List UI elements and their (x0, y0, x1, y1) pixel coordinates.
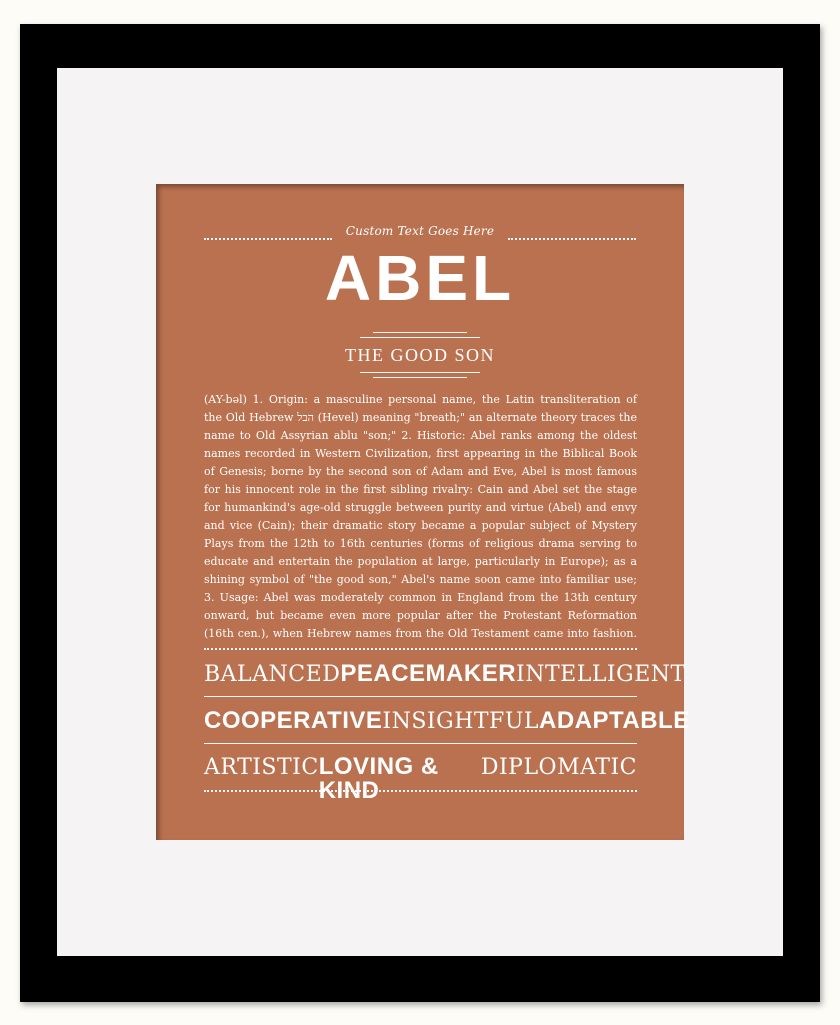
definition-line: name to Old Assyrian ablu "son;" 2. Historic: Abel ranks among the oldest (204, 429, 637, 442)
trait-word: LOVING & KIND (318, 753, 439, 804)
trait-word: COOPERATIVE (204, 707, 383, 734)
trait-word: ARTISTIC (204, 755, 319, 780)
meaning-underline-bottom (373, 377, 467, 378)
definition-line: (AY-bəl) 1. Origin: a masculine personal name, the Latin transliteration of (204, 393, 637, 406)
meaning-underline-top (360, 372, 480, 373)
definition-line: and vice (Cain); their dramatic story became a popular subject of Mystery (204, 519, 637, 532)
definition-line: shining symbol of "the good son," Abel's name soon came into familiar use; (204, 573, 637, 586)
traits-divider (204, 743, 637, 744)
definition-line: educate and entertain the population at large, particularly in Europe); as a (204, 555, 637, 568)
header-dotted-rule-left (204, 238, 332, 240)
trait-word: PEACEMAKER (340, 660, 517, 687)
name-underline-bottom (360, 337, 480, 338)
definition-line: (16th cen.), when Hebrew names from the Old Testament came into fashion. (204, 627, 637, 640)
trait-word: INSIGHTFUL (382, 709, 539, 734)
trait-word: ADAPTABLE (538, 707, 690, 734)
definition-line: names recorded in Western Civilization, first appearing in the Biblical Book (204, 447, 637, 460)
definition-line: 3. Usage: Abel was moderately common in England from the 13th century (204, 591, 637, 604)
header-dotted-rule-right (508, 238, 636, 240)
name-definition (204, 391, 637, 643)
definition-line: onward, but became even more popular after the Protestant Reformation (204, 609, 637, 622)
trait-word: INTELLIGENT (516, 662, 686, 687)
traits-dotted-rule-bottom (204, 790, 637, 792)
traits-row-2 (204, 707, 690, 734)
trait-word: DIPLOMATIC (480, 755, 637, 780)
traits-row-3 (204, 755, 637, 803)
definition-line: for his innocent role in the first sibling rivalry: Cain and Abel set the stage (204, 483, 637, 496)
definition-line: for humankind's age-old struggle between purity and virtue (Abel) and envy (204, 501, 637, 514)
definition-line: Plays from the 12th to 16th centuries (forms of religious drama serving to (204, 537, 637, 550)
definition-line: of Genesis; borne by the second son of Adam and Eve, Abel is most famous (204, 465, 637, 478)
traits-dotted-rule-top (204, 648, 637, 650)
custom-text: Custom Text Goes Here (345, 224, 495, 238)
definition-line: the Old Hebrew הבל (Hevel) meaning "breath;" an alternate theory traces the (204, 411, 637, 424)
name-title: ABEL (324, 242, 516, 314)
traits-row-1 (204, 660, 686, 687)
name-art-print (156, 184, 690, 840)
name-underline-top (373, 332, 467, 333)
name-meaning: THE GOOD SON (345, 345, 495, 365)
traits-divider (204, 696, 637, 697)
trait-word: BALANCED (204, 662, 341, 687)
